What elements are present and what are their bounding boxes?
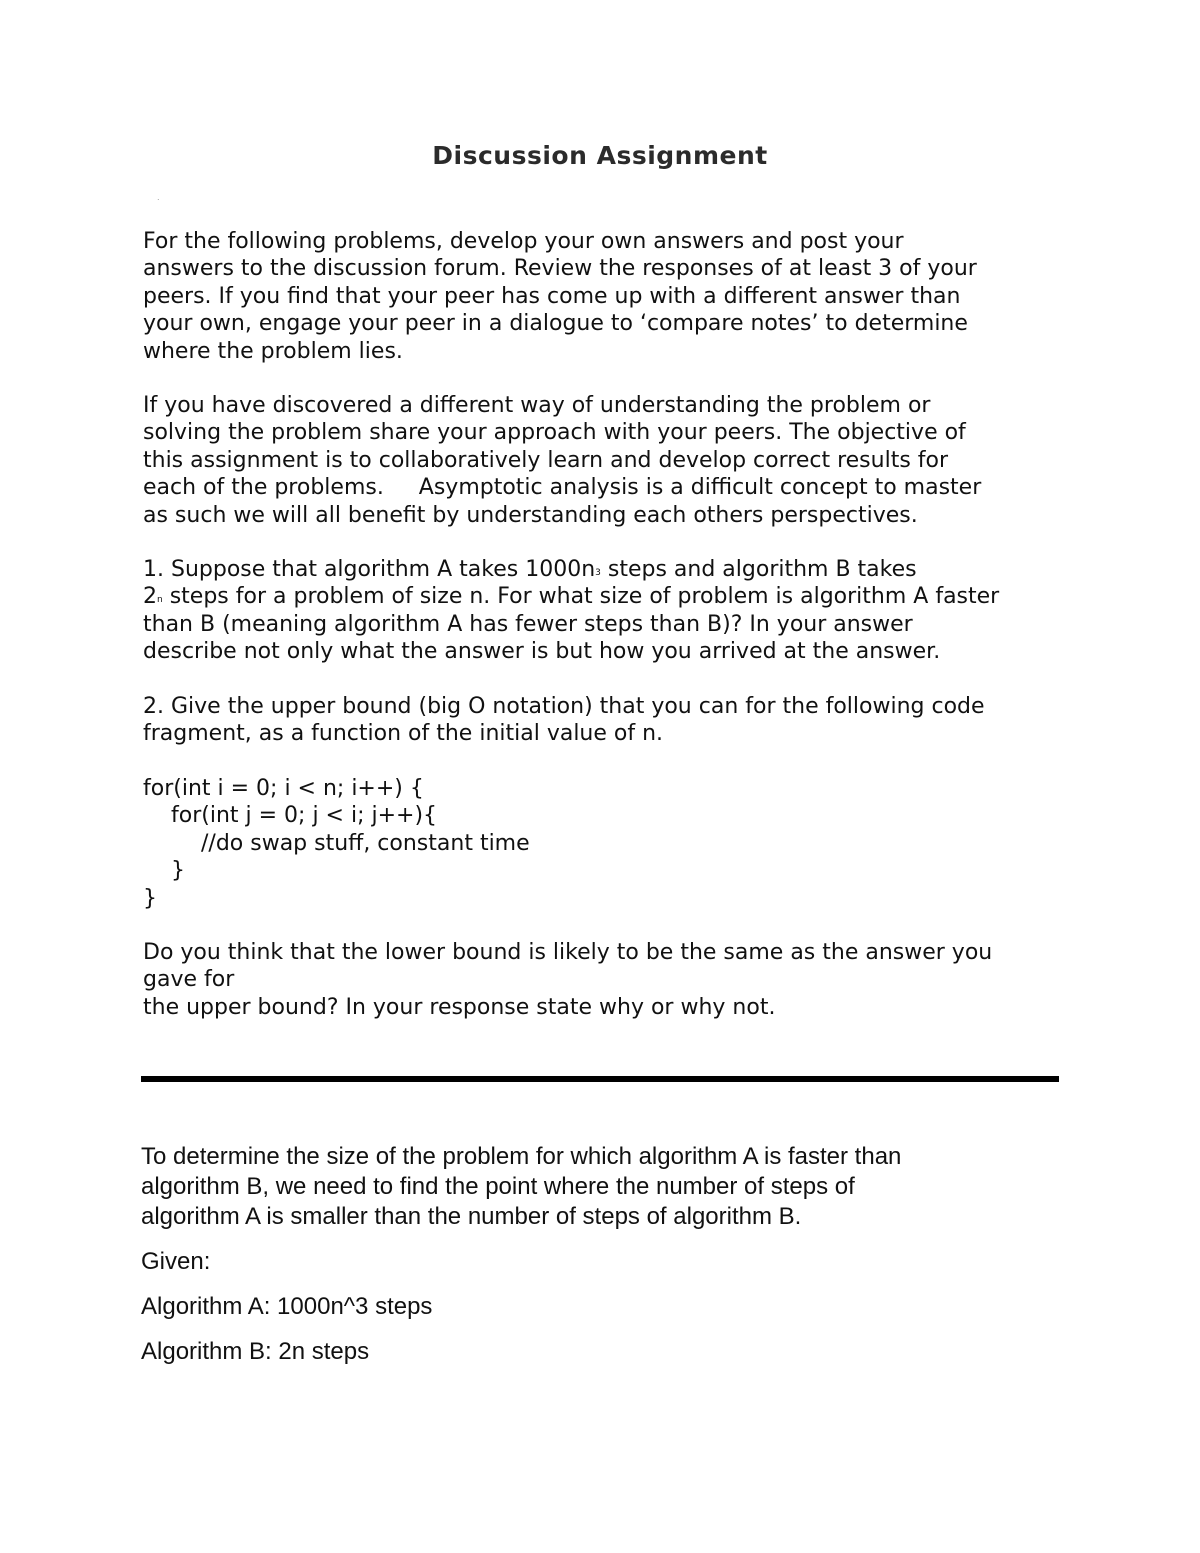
- algorithm-b-line: Algorithm B: 2n steps: [141, 1338, 370, 1365]
- code-line: for(int i = 0; i < n; i++) {: [143, 776, 424, 801]
- question-2-followup: [143, 939, 1073, 1021]
- superscript: 3: [595, 568, 601, 578]
- text-line: the upper bound? In your response state why or why not.: [143, 994, 776, 1020]
- text-line: [143, 583, 1073, 610]
- text-line: algorithm B, we need to find the point where the number of steps of: [141, 1173, 855, 1200]
- section-divider: [141, 1076, 1059, 1082]
- text-segment: steps and algorithm B takes: [600, 557, 917, 582]
- question-2: [143, 693, 1073, 748]
- text-segment: 1. Suppose that algorithm A takes 1000n: [143, 557, 596, 582]
- code-line: }: [143, 885, 157, 911]
- question-1: [143, 556, 1073, 666]
- text-line: [143, 556, 1073, 583]
- text-line: than B (meaning algorithm A has fewer steps than B)? In your answer: [143, 611, 913, 637]
- text-line: fragment, as a function of the initial value of n.: [143, 721, 664, 747]
- answer-intro-paragraph: [141, 1142, 1071, 1232]
- text-line: as such we will all benefit by understanding each others perspectives.: [143, 502, 918, 528]
- text-line: each of the problems. Asymptotic analysis is a difficult concept to master: [143, 475, 982, 501]
- approach-paragraph: [143, 392, 1073, 529]
- intro-paragraph: [143, 228, 1073, 365]
- text-segment: steps for a problem of size n. For what size of problem is algorithm A faster: [162, 584, 1000, 610]
- text-line: 2. Give the upper bound (big O notation) that you can for the following code: [143, 694, 985, 719]
- text-segment: 2: [143, 584, 157, 610]
- text-line: your own, engage your peer in a dialogue to ‘compare notes’ to determine: [143, 311, 968, 337]
- code-fragment: [143, 775, 1073, 912]
- text-line: this assignment is to collaboratively learn and develop correct results for: [143, 447, 949, 473]
- given-label: Given:: [141, 1248, 211, 1275]
- text-line: algorithm A is smaller than the number of steps of algorithm B.: [141, 1203, 802, 1230]
- text-line: Do you think that the lower bound is likely to be the same as the answer you: [143, 940, 993, 965]
- text-line: peers. If you find that your peer has come up with a different answer than: [143, 283, 961, 309]
- code-line: }: [171, 858, 185, 884]
- stray-mark: .: [157, 193, 160, 202]
- text-line: To determine the size of the problem for which algorithm A is faster than: [141, 1143, 902, 1170]
- code-line: for(int j = 0; j < i; j++){: [171, 803, 438, 829]
- superscript: n: [157, 595, 163, 606]
- text-line: solving the problem share your approach with your peers. The objective of: [143, 420, 966, 446]
- text-line: answers to the discussion forum. Review the responses of at least 3 of your: [143, 256, 977, 282]
- algorithm-a-line: Algorithm A: 1000n^3 steps: [141, 1293, 433, 1320]
- text-line: If you have discovered a different way of understanding the problem or: [143, 393, 931, 418]
- code-line: //do swap stuff, constant time: [201, 830, 530, 856]
- text-line: gave for: [143, 967, 235, 993]
- page-title: Discussion Assignment: [432, 141, 768, 170]
- text-line: For the following problems, develop your own answers and post your: [143, 229, 904, 254]
- text-line: where the problem lies.: [143, 338, 403, 364]
- text-line: describe not only what the answer is but how you arrived at the answer.: [143, 639, 941, 665]
